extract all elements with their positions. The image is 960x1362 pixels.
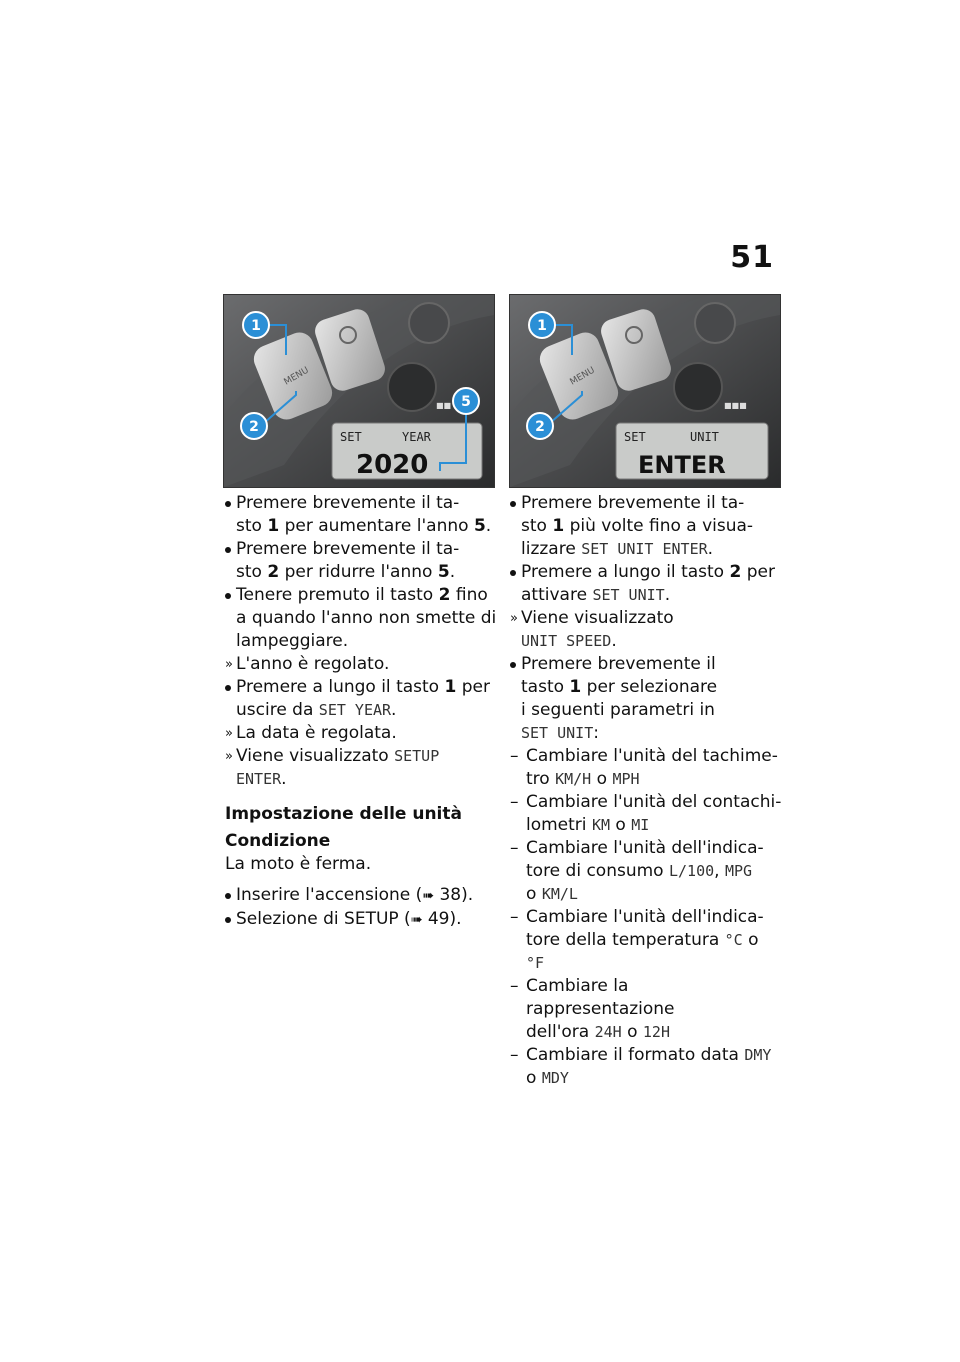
lcd-line1-left: SET [624,430,646,444]
list-item: Inserire l'accensione (➠ 38). [236,885,474,905]
handlebar-control-illustration [224,295,494,487]
dash-icon: – [510,976,519,996]
traction-icon: ■■■ [724,401,747,410]
page-ref-arrow-icon: ➠ [422,888,435,904]
list-item: Selezione di SETUP (➠ 49). [236,909,462,929]
lcd-line2: ENTER [638,451,726,479]
page-ref[interactable]: 49 [427,909,450,929]
callout-1 [529,312,555,338]
list-item: Premere brevemente il ta- sto 1 più volte fino a visua- lizzare SET UNIT ENTER. [521,493,754,559]
sub-item: – Cambiare l'unità dell'indica- tore della temperatura °C o °F [510,907,764,972]
result-item: » Viene visualizzato UNIT SPEED. [510,608,674,651]
page-ref-arrow-icon: ➠ [410,912,423,928]
handlebar-control-illustration [510,295,780,487]
gauge-ring [409,303,449,343]
list-item: Premere brevemente il ta- sto 2 per ridurre l'anno 5. [236,539,460,582]
svg-text:1: 1 [537,318,547,334]
sub-item: – Cambiare l'unità del contachi- lometri KM o MI [510,792,782,835]
left-column [225,492,497,932]
gauge-ring [695,303,735,343]
result-item: » La data è regolata. [225,723,397,743]
lcd-display [616,423,768,479]
result-arrow-icon: » [510,611,518,626]
lcd-line1-right: YEAR [402,430,431,444]
rotary-knob [388,363,436,411]
result-arrow-icon: » [225,749,233,764]
condition-heading: Condizione [225,831,331,851]
result-item: » Viene visualizzato SETUP ENTER. [225,746,440,789]
list-item: Tenere premuto il tasto 2 fino a quando l'anno non smette di lampeggiare. [236,585,497,651]
result-item: » L'anno è regolato. [225,654,390,674]
dash-icon: – [510,792,519,812]
callout-1 [243,312,269,338]
dash-icon: – [510,1045,519,1065]
figure-set-year [223,294,495,488]
sub-item: – Cambiare l'unità del tachime- tro KM/H o MPH [510,746,778,789]
svg-text:2: 2 [535,419,545,435]
list-item: Premere brevemente il tasto 1 per selezionare i seguenti parametri in SET UNIT: [521,654,718,743]
menu-label: MENU [568,365,597,388]
dash-icon: – [510,907,519,927]
lcd-display [332,423,482,480]
right-column [510,492,782,1090]
section-heading: Impostazione delle unità [225,804,462,824]
menu-label: MENU [282,365,311,388]
figure-set-unit [509,294,781,488]
page-number: 51 [730,240,774,275]
result-arrow-icon: » [225,726,233,741]
svg-text:2: 2 [249,419,259,435]
rotary-knob [674,363,722,411]
lcd-line1-right: UNIT [690,430,719,444]
sub-item: – Cambiare l'unità dell'indica- tore di consumo L/100, MPG o KM/L [510,838,764,904]
lcd-line2: 2020 [356,450,429,480]
list-item: Premere a lungo il tasto 2 per attivare SET UNIT. [521,562,775,605]
list-item: Premere brevemente il ta- sto 1 per aumentare l'anno 5. [236,493,492,536]
dash-icon: – [510,838,519,858]
callout-2 [241,413,267,439]
list-item: Premere a lungo il tasto 1 per uscire da SET YEAR. [236,677,490,720]
callout-2 [527,413,553,439]
result-arrow-icon: » [225,657,233,672]
lcd-line1-left: SET [340,430,362,444]
svg-text:5: 5 [461,394,471,410]
traction-icon: ■■ [436,401,452,410]
sub-item: – Cambiare il formato data DMY o MDY [510,1045,772,1088]
sub-item: – Cambiare la rappresentazione dell'ora 24H o 12H [510,976,675,1042]
page-ref[interactable]: 38 [439,885,462,905]
callout-5 [453,388,479,414]
condition-text: La moto è ferma. [225,854,372,874]
svg-text:1: 1 [251,318,261,334]
dash-icon: – [510,746,519,766]
